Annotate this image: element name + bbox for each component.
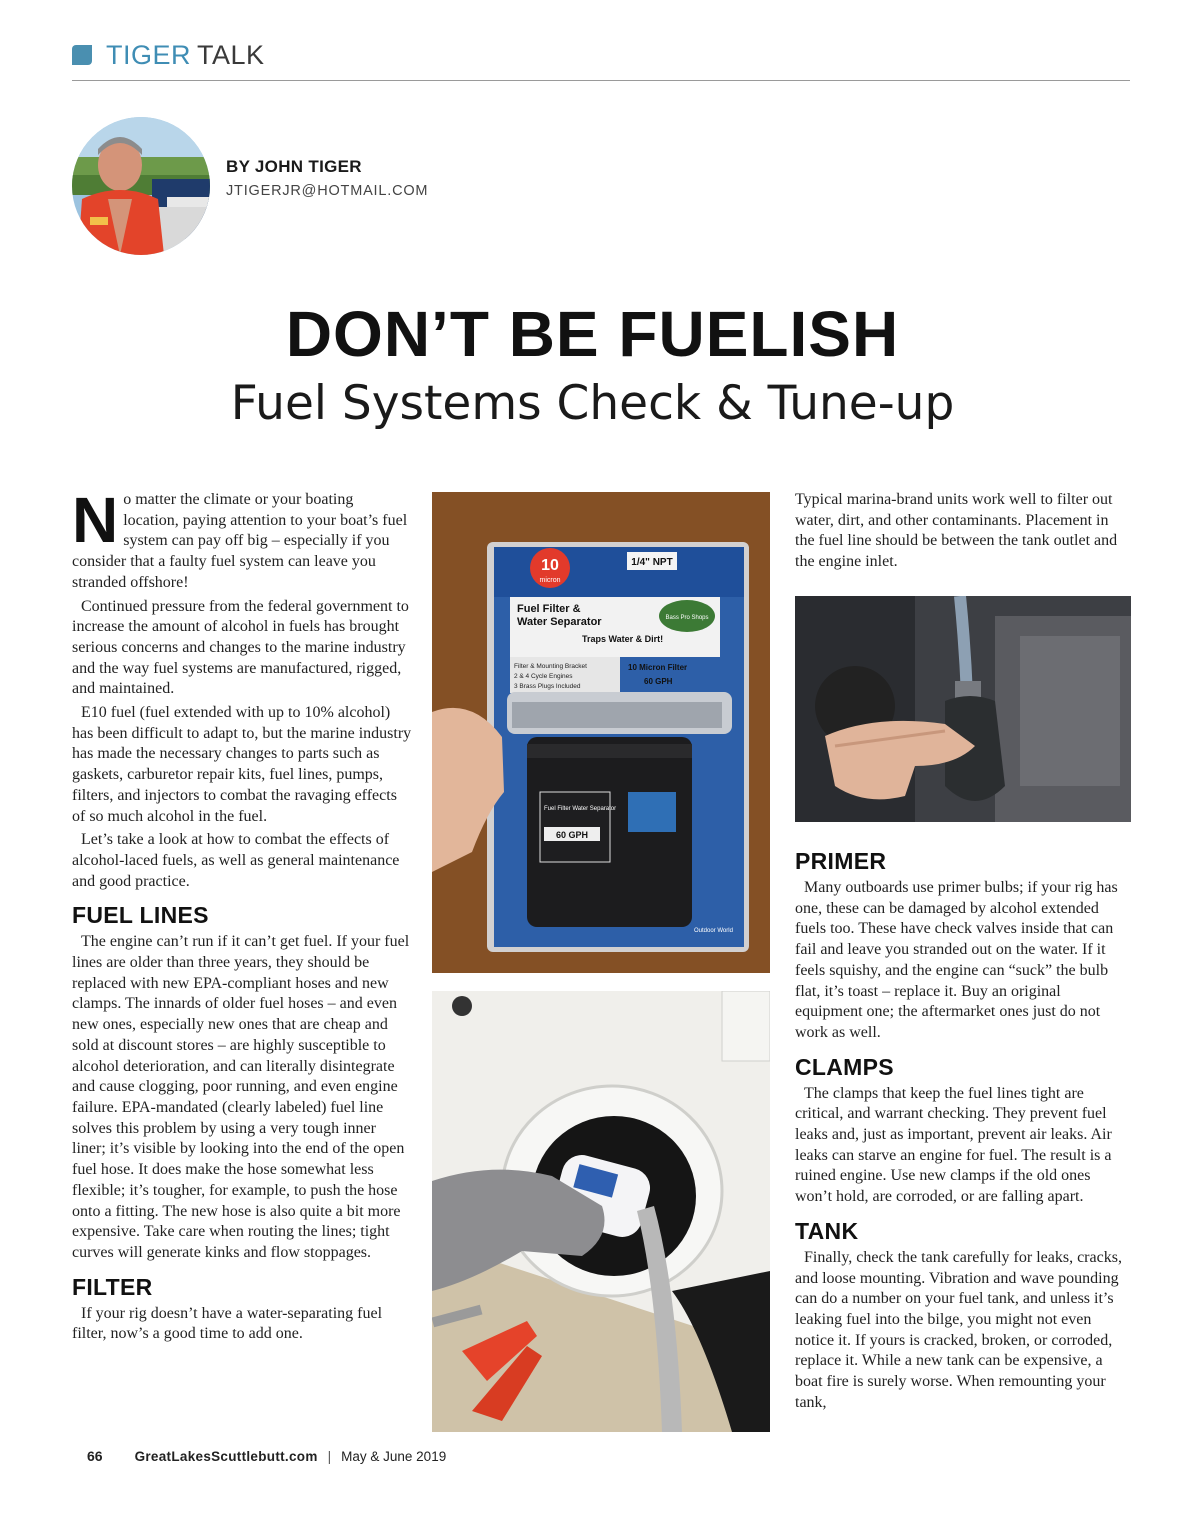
micron-badge-number: 10 (541, 557, 559, 574)
dropcap: N (72, 484, 119, 556)
heading-fuel-lines: FUEL LINES (72, 902, 209, 929)
heading-tank: TANK (795, 1217, 859, 1244)
filter-continued-paragraph: Typical marina-brand units work well to filter out water, dirt, and other contaminants. Placement in the fuel line should be between the tank outlet and the engine inlet. (795, 491, 1118, 571)
photo-fuel-filter-package (432, 492, 770, 973)
paragraph: Let’s take a look at how to combat the effects of alcohol-laced fuels, as well as general maintenance and good practice. (72, 831, 400, 890)
can-label: Fuel Filter Water Separator (544, 806, 617, 812)
filter-paragraph: If your rig doesn’t have a water-separating fuel filter, now’s a good time to add one. (72, 1304, 383, 1343)
article-headline: DON’T BE FUELISH (285, 298, 900, 370)
photo-installing-filter (432, 991, 770, 1432)
feature-3: 3 Brass Plugs Included (514, 683, 581, 690)
heading-primer: PRIMER (795, 848, 887, 874)
article-column-right-top (795, 490, 1131, 573)
tank-paragraph: Finally, check the tank carefully for leaks, cracks, and loose mounting. Vibration and wave pounding can do a number on your fuel tank, and unless it’s leaking fuel into the bilge, you might not even notice it. If yours is cracked, broken, or corroded, replace it. While a new tank can be expensive, a boat fire is surely worse. When remounting your tank, (795, 1248, 1122, 1411)
intro-text: o matter the climate or your boating location, paying attention to your boat’s fuel system can pay off big – especially if you consider that a faulty fuel system can leave you stranded offshore! (72, 491, 408, 591)
product-tagline: Traps Water & Dirt! (582, 634, 664, 644)
section-marker-icon (72, 45, 92, 65)
author-email: JTIGERJR@HOTMAIL.COM (226, 183, 429, 199)
section-title (106, 40, 265, 71)
header-divider (72, 80, 1130, 81)
micron-badge-unit: micron (539, 577, 561, 584)
article-column-left (72, 484, 412, 1345)
page-number: 66 (87, 1448, 103, 1464)
product-name-line2: Water Separator (517, 616, 602, 628)
issue-date: May & June 2019 (341, 1448, 447, 1464)
heading-filter: FILTER (72, 1273, 153, 1300)
intro-paragraph (72, 484, 412, 594)
feature-1: Filter & Mounting Bracket (514, 663, 587, 670)
outdoor-world-label: Outdoor World (694, 928, 733, 934)
author-byline: BY JOHN TIGER (226, 157, 362, 176)
npt-label: 1/4" NPT (631, 557, 673, 568)
feature-2: 2 & 4 Cycle Engines (514, 673, 573, 680)
photo-primer-bulb (795, 596, 1131, 822)
section-title-rest: TALK (197, 39, 265, 70)
page-footer (87, 1448, 446, 1464)
gph-label: 60 GPH (644, 677, 673, 686)
publication-site: GreatLakesScuttlebutt.com (134, 1448, 318, 1464)
can-gph: 60 GPH (555, 830, 589, 840)
brand-logo: Bass Pro Shops (665, 615, 709, 621)
article-subheadline: Fuel Systems Check & Tune-up (230, 376, 955, 431)
micron-filter-label: 10 Micron Filter (628, 663, 688, 672)
product-name-line1: Fuel Filter & (517, 603, 581, 615)
paragraph: E10 fuel (fuel extended with up to 10% alcohol) has been difficult to adapt to, but the marine industry has made the necessary changes to parts such as gaskets, carburetor repair kits, fuel lines, pumps, filters, and injectors to combat the ravaging effects of so much alcohol in the fuel. (72, 704, 412, 825)
fuel-lines-paragraph: The engine can’t run if it can’t get fuel. If your fuel lines are older than three years, they should be replaced with new EPA-compliant hoses and new clamps. The innards of older fuel hoses – and even new ones, especially new ones that are cheap and sold at discount stores – are highly susceptible to alcohol deterioration, and can literally disintegrate and cause clogging, poor running, and even engine failure. EPA-mandated (clearly labeled) fuel line solves this problem by using a very tough inner liner; it’s visible by looking into the end of the open fuel hose. It does make the hose somewhat less flexible; it’s tougher, for example, to push the hose onto a fitting. The new hose is also quite a bit more expensive. Take care when routing the lines; tight curves will generate kinks and flow stoppages. (72, 933, 410, 1261)
heading-clamps: CLAMPS (795, 1053, 894, 1080)
section-header (72, 38, 265, 72)
author-photo (72, 117, 210, 255)
clamps-paragraph: The clamps that keep the fuel lines tight are critical, and warrant checking. They prevent fuel leaks and, just as important, prevent air leaks. Air leaks can starve an engine for fuel. The result is a ruined engine. Use new clamps if the old ones won’t hold, are corroded, or are falling apart. (795, 1084, 1112, 1206)
footer-separator: | (327, 1448, 332, 1464)
paragraph: Continued pressure from the federal government to increase the amount of alcohol in fuels has brought serious concerns and changes to the marine industry and the way fuel systems are manufactured, rigged, and maintained. (72, 597, 409, 698)
article-column-right-bottom (795, 848, 1131, 1413)
primer-paragraph: Many outboards use primer bulbs; if your rig has one, these can be damaged by alcohol extended fuels too. These have check valves inside that can fail and leave you stranded out on the water. If it feels squishy, and the engine can “suck” the bulb flat, it’s toast – replace it. Buy an original equipment one; the aftermarket ones just do not work as well. (795, 879, 1118, 1041)
section-title-accent: TIGER (106, 39, 192, 70)
